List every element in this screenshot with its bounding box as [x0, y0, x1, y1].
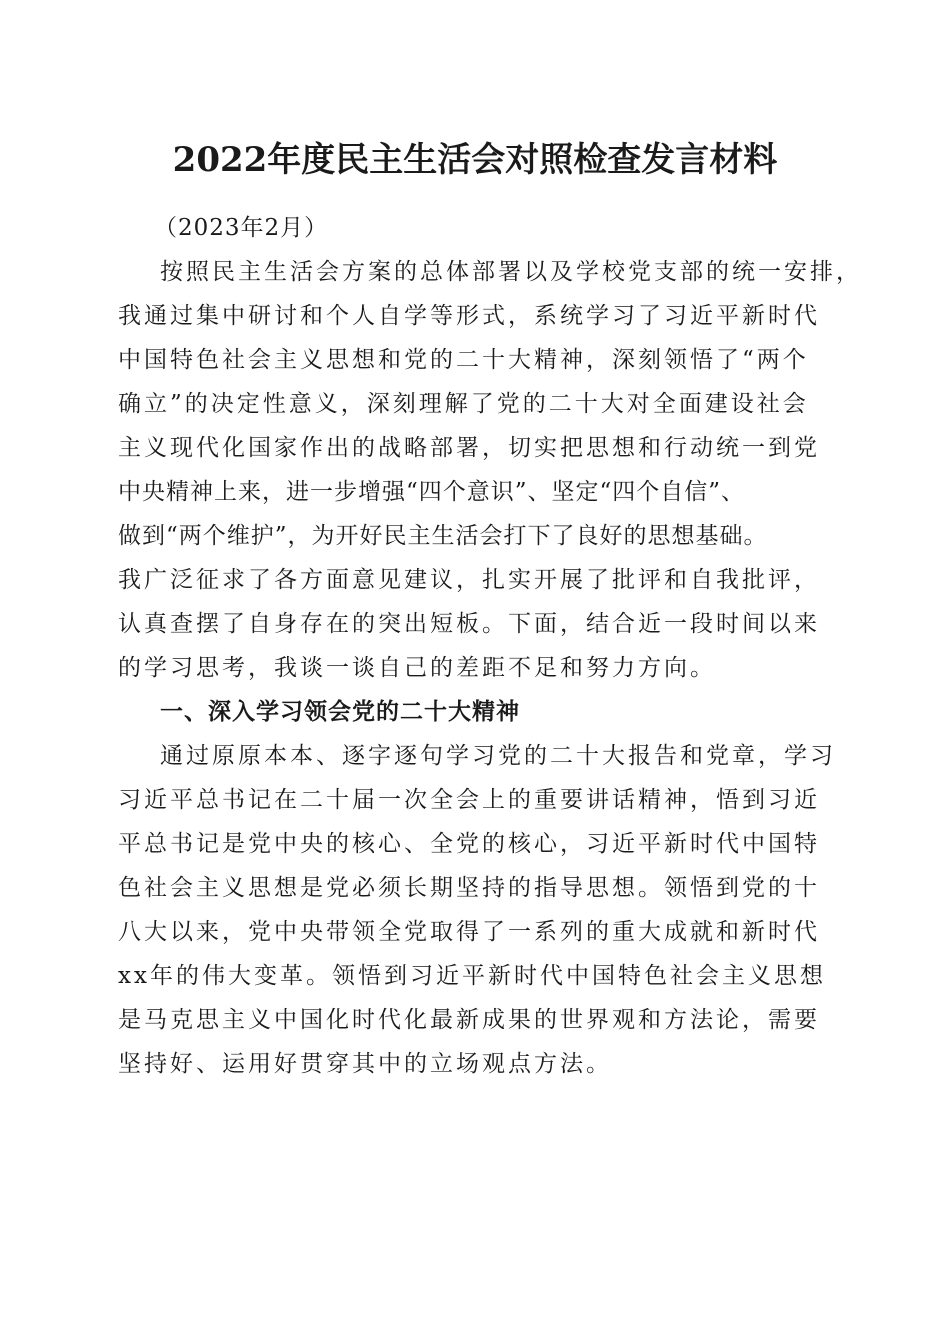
paragraph-line: 色社会主义思想是党必须长期坚持的指导思想。领悟到党的十: [118, 875, 820, 901]
paragraph-line: 确立”的决定性意义，深刻理解了党的二十大对全面建设社会: [118, 391, 809, 417]
paragraph-line: 坚持好、运用好贯穿其中的立场观点方法。: [118, 1051, 612, 1077]
document-title: 2022年度民主生活会对照检查发言材料: [172, 140, 778, 180]
section-heading: 一、深入学习领会党的二十大精神: [160, 699, 520, 725]
paragraph-line: 主义现代化国家作出的战略部署，切实把思想和行动统一到党: [118, 435, 820, 461]
paragraph-line: 按照民主生活会方案的总体部署以及学校党支部的统一安排，: [160, 259, 862, 285]
paragraph-line: xx年的伟大变革。领悟到习近平新时代中国特色社会主义思想: [118, 963, 826, 989]
paragraph-line: 我通过集中研讨和个人自学等形式，系统学习了习近平新时代: [118, 303, 820, 329]
paragraph-line: 的学习思考，我谈一谈自己的差距不足和努力方向。: [118, 655, 716, 681]
section1-paragraph: [118, 734, 838, 1086]
paragraph-line: 中国特色社会主义思想和党的二十大精神，深刻领悟了“两个: [118, 347, 809, 373]
paragraph-line: 中央精神上来，进一步增强“四个意识”、坚定“四个自信”、: [118, 479, 746, 505]
document-date: （2023年2月）: [154, 215, 329, 241]
paragraph-line: 是马克思主义中国化时代化最新成果的世界观和方法论，需要: [118, 1007, 820, 1033]
paragraph-line: 习近平总书记在二十届一次全会上的重要讲话精神，悟到习近: [118, 787, 820, 813]
paragraph-line: 做到“两个维护”，为开好民主生活会打下了良好的思想基础。: [118, 523, 768, 549]
paragraph-line: 认真查摆了自身存在的突出短板。下面，结合近一段时间以来: [118, 611, 820, 637]
paragraph-line: 八大以来，党中央带领全党取得了一系列的重大成就和新时代: [118, 919, 820, 945]
document-body: [118, 206, 862, 1086]
paragraph-line: 通过原原本本、逐字逐句学习党的二十大报告和党章，学习: [160, 743, 836, 769]
paragraph-line: 平总书记是党中央的核心、全党的核心，习近平新时代中国特: [118, 831, 820, 857]
paragraph-line: 我广泛征求了各方面意见建议，扎实开展了批评和自我批评，: [118, 567, 820, 593]
intro-paragraph: [118, 250, 862, 690]
